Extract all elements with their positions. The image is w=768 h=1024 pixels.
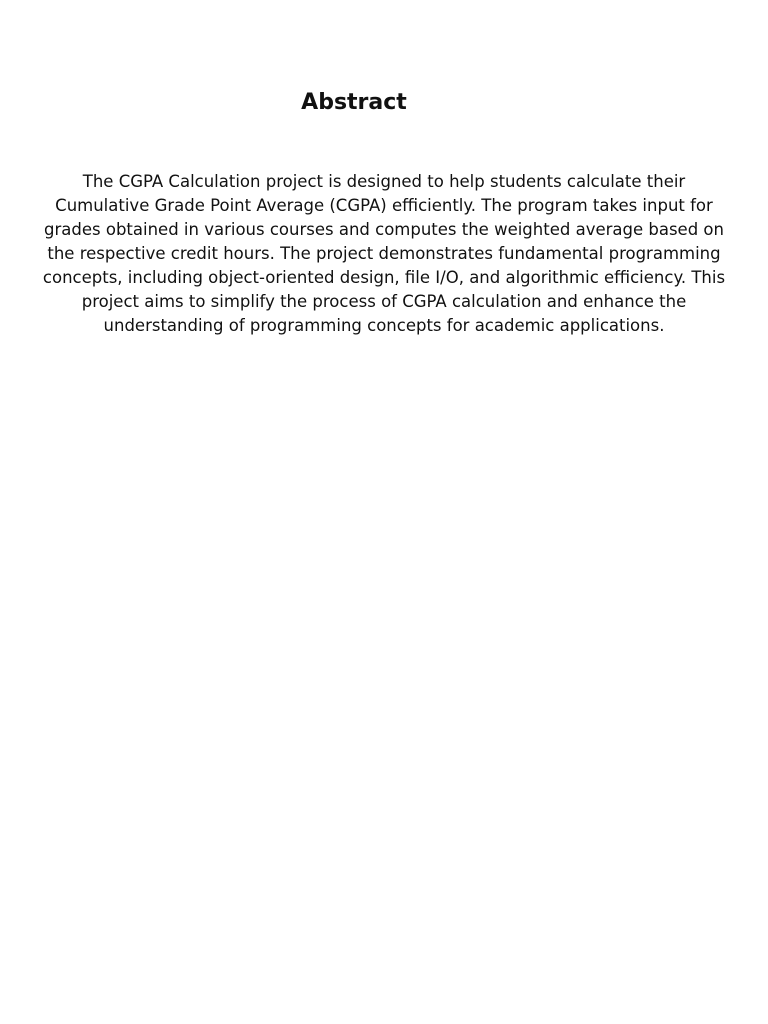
abstract-heading: Abstract: [301, 90, 407, 115]
abstract-paragraph: The CGPA Calculation project is designed to help students calculate their Cumulative Grade Point Average (CGPA) efficiently. The program takes input for grades obtained in various courses and computes the weighted average based on the respective credit hours. The project demonstrates fundamental programming concepts, including object-oriented design, file I/O, and algorithmic efficiency. This project aims to simplify the process of CGPA calculation and enhance the understanding of programming concepts for academic applications.: [42, 172, 726, 335]
